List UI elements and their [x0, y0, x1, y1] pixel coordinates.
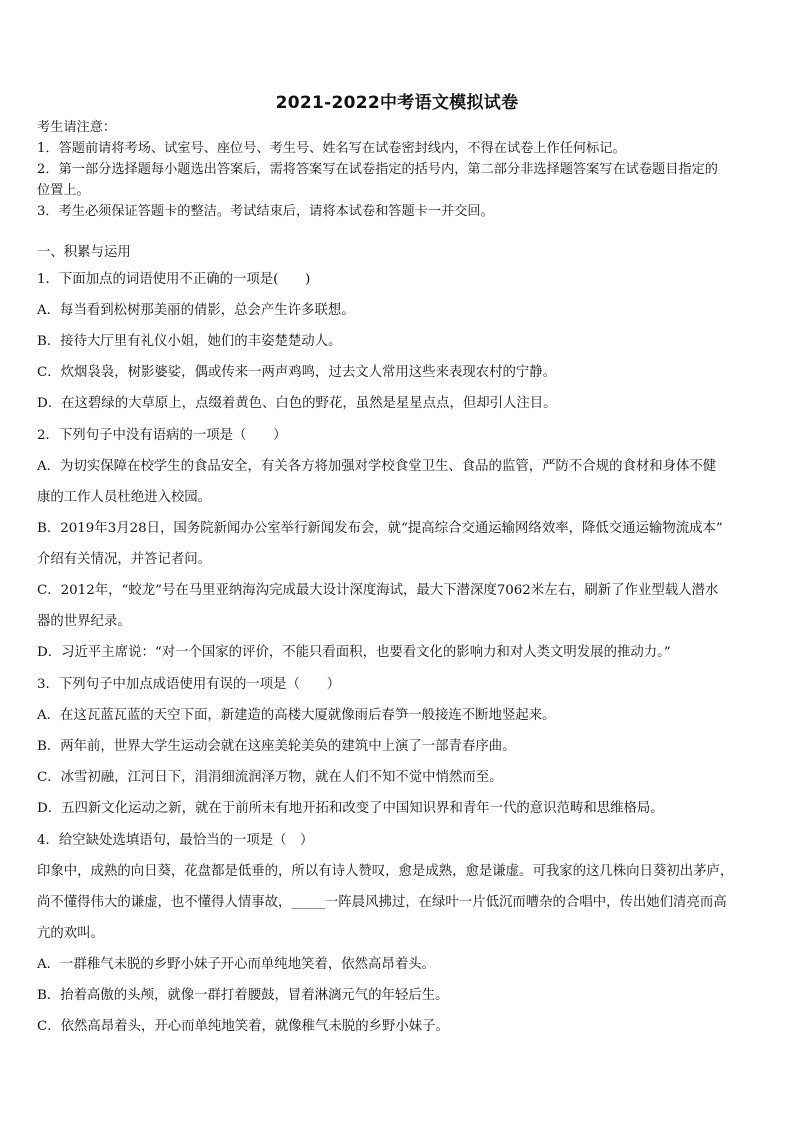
option-line: C．依然高昂着头，开心而单纯地笑着，就像稚气未脱的乡野小妹子。 [37, 1019, 449, 1034]
option-line: A．每当看到松树那美丽的倩影，总会产生许多联想。 [37, 303, 355, 318]
question-stem: 1．下面加点的词语使用不正确的一项是( ) [37, 272, 311, 287]
passage-line: 印象中，成熟的向日葵，花盘都是低垂的，所以有诗人赞叹，愈是成熟，愈是谦虚。可我家的这几株向日葵初出茅庐， [37, 864, 734, 879]
passage-line: 尚不懂得伟大的谦虚，也不懂得人情事故，_____一阵晨风拂过，在绿叶一片低沉而嘈杂的合唱中，传出她们清亮而高 [37, 895, 727, 910]
option-line: C．冰雪初融，江河日下，涓涓细流润泽万物，就在人们不知不觉中悄然而至。 [37, 770, 503, 785]
notice-line: 1．答题前请将考场、试室号、座位号、考生号、姓名写在试卷密封线内，不得在试卷上作任何标记。 [37, 141, 626, 156]
option-line: B．2019年3月28日，国务院新闻办公室举行新闻发布会，就“提高综合交通运输网络效率，降低交通运输物流成本” [37, 521, 723, 536]
option-line: A．在这瓦蓝瓦蓝的天空下面，新建造的高楼大厦就像雨后春笋一般接连不断地竖起来。 [37, 708, 556, 723]
question-stem: 4．给空缺处选填语句，最恰当的一项是（ ） [37, 833, 314, 848]
option-line: A．一群稚气未脱的乡野小妹子开心而单纯地笑着，依然高昂着头。 [37, 957, 435, 972]
passage-line: 亢的欢叫。 [37, 926, 104, 941]
option-line: D．在这碧绿的大草原上，点缀着黄色、白色的野花，虽然是星星点点，但却引人注目。 [37, 396, 557, 411]
option-line: A．为切实保障在校学生的食品安全，有关各方将加强对学校食堂卫生、食品的监管，严防不合规的食材和身体不健 [37, 459, 717, 474]
notice-line: 2．第一部分选择题每小题选出答案后，需将答案写在试卷指定的括号内，第二部分非选择题答案写在试卷题目指定的 [37, 162, 718, 177]
option-line: B．抬着高傲的头颅，就像一群打着腰鼓，冒着淋漓元气的年轻后生。 [37, 988, 449, 1003]
option-line: B．接待大厅里有礼仪小姐，她们的丰姿楚楚动人。 [37, 334, 342, 349]
section-title: 一、积累与运用 [37, 245, 131, 260]
option-line: 介绍有关情况，并答记者问。 [37, 552, 212, 567]
option-line: C．2012年，“蛟龙”号在马里亚纳海沟完成最大设计深度海试，最大下潜深度7062米左右，刷新了作业型载人潜水 [37, 583, 719, 598]
question-stem: 3．下列句子中加点成语使用有误的一项是（ ） [37, 677, 341, 692]
option-line: 器的世界纪录。 [37, 614, 131, 629]
notice-line: 位置上。 [37, 183, 90, 198]
notice-heading: 考生请注意： [37, 120, 117, 135]
option-line: D．五四新文化运动之新，就在于前所未有地开拓和改变了中国知识界和青年一代的意识范畴和思维格局。 [37, 801, 664, 816]
option-line: D．习近平主席说：“对一个国家的评价，不能只看面积，也要看文化的影响力和对人类文明发展的推动力。” [37, 645, 671, 660]
option-line: C．炊烟袅袅，树影婆娑，偶或传来一两声鸡鸣，过去文人常用这些来表现农村的宁静。 [37, 365, 557, 380]
option-line: B．两年前，世界大学生运动会就在这座美轮美奂的建筑中上演了一部青春序曲。 [37, 739, 516, 754]
notice-line: 3．考生必须保证答题卡的整洁。考试结束后，请将本试卷和答题卡一并交回。 [37, 204, 494, 219]
option-line: 康的工作人员杜绝进入校园。 [37, 490, 212, 505]
question-stem: 2．下列句子中没有语病的一项是（ ） [37, 428, 287, 443]
page-title: 2021-2022中考语文模拟试卷 [275, 93, 519, 113]
